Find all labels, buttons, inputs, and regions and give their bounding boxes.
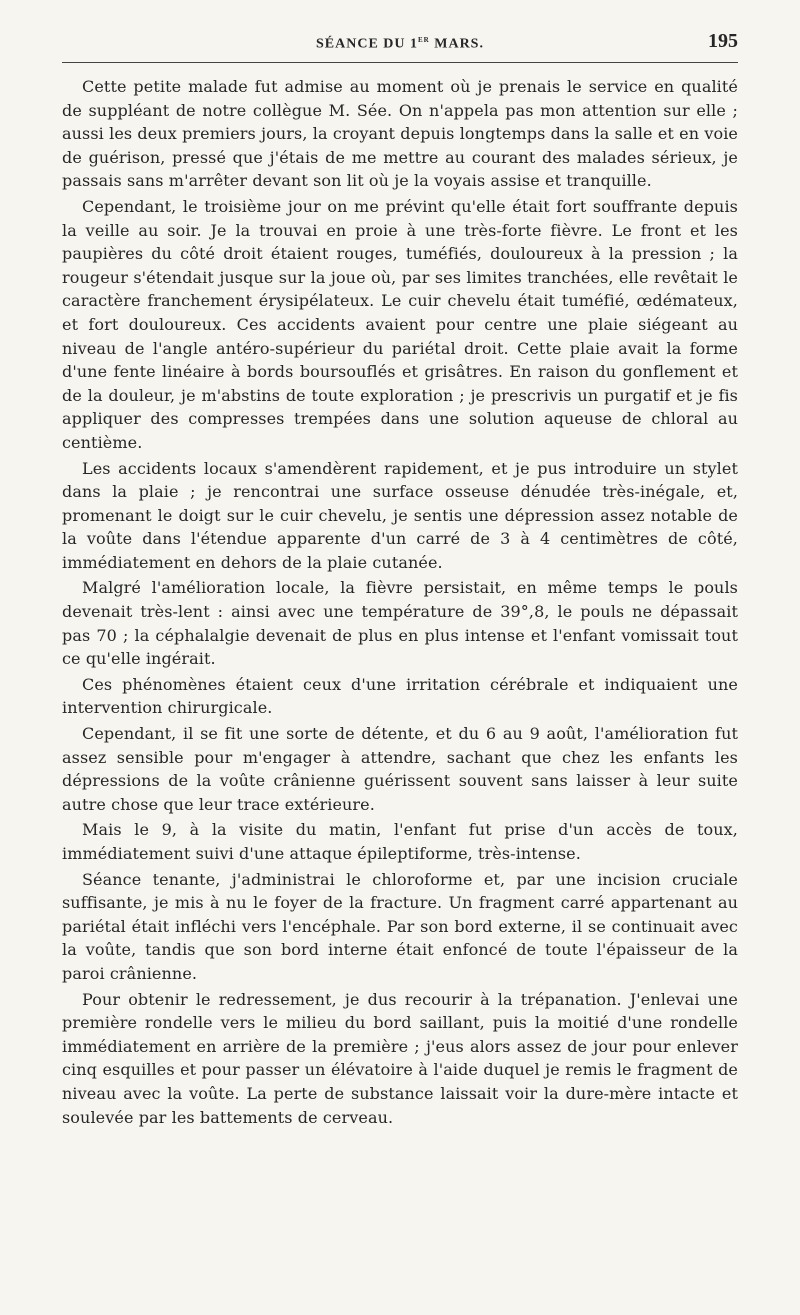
book-page <box>62 28 738 1129</box>
paragraph: Les accidents locaux s'amendèrent rapidement, et je pus introduire un stylet dans la plaie ; je rencontrai une surface osseuse dénudée très-inégale, et, promenant le doigt sur le cuir chevelu, je sentis une dépression assez notable de la voûte dans l'étendue apparente d'un carré de 3 à 4 centimètres de côté, immédiatement en dehors de la plaie cutanée. <box>62 458 738 572</box>
running-head-text-end: MARS. <box>429 36 484 52</box>
body-text <box>62 75 738 1129</box>
paragraph: Séance tenante, j'administrai le chloroforme et, par une incision cruciale suffisante, je mis à nu le foyer de la fracture. Un fragment carré appartenant au pariétal était infléchi vers l'encéphale. Par son bord externe, il se continuait avec la voûte, tandis que son bord interne était enfoncé de toute l'épaisseur de la paroi crânienne. <box>62 869 738 983</box>
header-rule <box>62 62 738 63</box>
page-number: 195 <box>708 30 738 52</box>
paragraph: Cependant, il se fit une sorte de détente, et du 6 au 9 août, l'amélioration fut assez sensible pour m'engager à attendre, sachant que chez les enfants les dépressions de la voûte crânienne guérissent souvent sans laisser à leur suite autre chose que leur trace extérieure. <box>62 724 738 814</box>
paragraph: Mais le 9, à la visite du matin, l'enfant fut prise d'un accès de toux, immédiatement suivi d'une attaque épileptiforme, très-intense. <box>62 820 738 863</box>
paragraph: Cependant, le troisième jour on me prévint qu'elle était fort souffrante depuis la veille au soir. Je la trouvai en proie à une très-forte fièvre. Le front et les paupières du côté droit étaient rouges, tuméfiés, douloureux à la pression ; la rougeur s'étendait jusque sur la joue où, par ses limites tranchées, elle revêtait le caractère franchement érysipélateux. Le cuir chevelu était tuméfié, œdémateux, et fort douloureux. Ces accidents avaient pour centre une plaie siégeant au niveau de l'angle antéro-supérieur du pariétal droit. Cette plaie avait la forme d'une fente linéaire à bords boursouflés et grisâtres. En raison du gonflement et de la douleur, je m'abstins de toute exploration ; je prescrivis un purgatif et je fis appliquer des compresses trempées dans une solution aqueuse de chloral au centième. <box>62 196 738 452</box>
running-head-text: SÉANCE DU 1 <box>316 36 419 52</box>
paragraph: Malgré l'amélioration locale, la fièvre persistait, en même temps le pouls devenait très-lent : ainsi avec une température de 39°,8, le pouls ne dépassait pas 70 ; la céphalalgie devenait de plus en plus intense et l'enfant vomissait tout ce qu'elle ingérait. <box>62 578 738 669</box>
paragraph: Cette petite malade fut admise au moment où je prenais le service en qualité de suppléant de notre collègue M. Sée. On n'appela pas mon attention sur elle ; aussi les deux premiers jours, la croyant depuis longtemps dans la salle et en voie de guérison, pressé que j'étais de me mettre au courant des malades sérieux, je passais sans m'arrêter devant son lit où je la voyais assise et tranquille. <box>62 77 738 191</box>
running-head <box>62 34 738 53</box>
page-header <box>62 28 738 58</box>
paragraph: Ces phénomènes étaient ceux d'une irritation cérébrale et indiquaient une intervention chirurgicale. <box>62 674 738 718</box>
running-head-superscript: er <box>418 34 430 45</box>
paragraph: Pour obtenir le redressement, je dus recourir à la trépanation. J'enlevai une première rondelle vers le milieu du bord saillant, puis la moitié d'une rondelle immédiatement en arrière de la première ; j'eus alors assez de jour pour enlever cinq esquilles et pour passer un élévatoire à l'aide duquel je remis le fragment de niveau avec la voûte. La perte de substance laissait voir la dure-mère intacte et soulevée par les battements de cerveau. <box>62 989 738 1127</box>
